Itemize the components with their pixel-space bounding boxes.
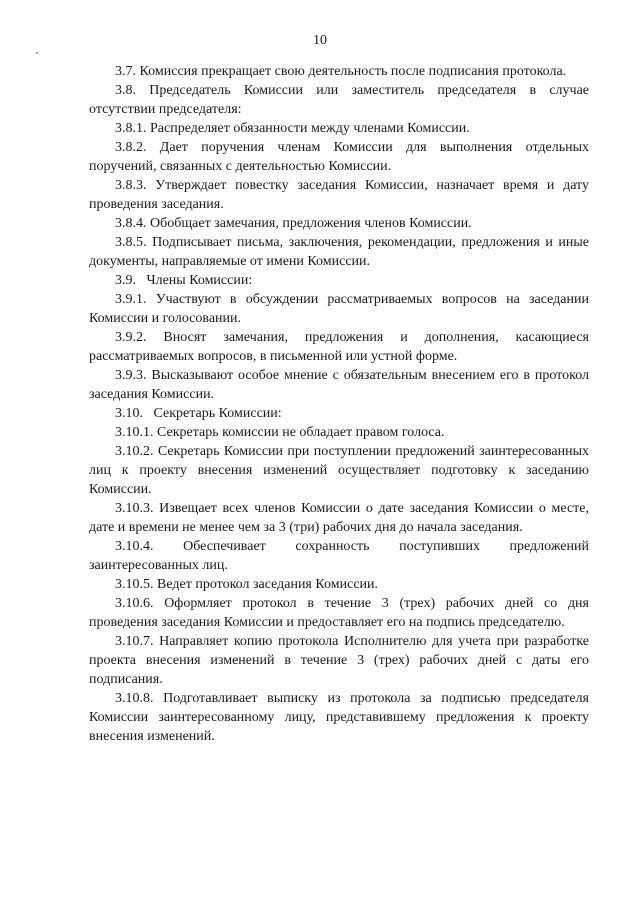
page-number: 10: [313, 33, 327, 48]
paragraph-3-8-4: 3.8.4. Обобщает замечания, предложения членов Комиссии.: [115, 216, 472, 231]
document-body: [89, 62, 589, 746]
paragraph-3-10-7: 3.10.7. Направляет копию протокола Исполнителю для учета при разработке проекта внесения изменений в течение 3 (трех) рабочих дней с даты его подписания.: [89, 634, 589, 687]
paragraph-3-9: 3.9. Члены Комиссии:: [115, 273, 253, 288]
paragraph-3-8: 3.8. Председатель Комиссии или заместитель председателя в случае отсутствии председателя:: [89, 83, 589, 117]
paragraph-3-10: 3.10. Секретарь Комиссии:: [115, 406, 282, 421]
paragraph-3-10-5: 3.10.5. Ведет протокол заседания Комиссии.: [115, 577, 379, 592]
paragraph-3-8-5: 3.8.5. Подписывает письма, заключения, рекомендации, предложения и иные документы, направляемые от имени Комиссии.: [89, 235, 589, 269]
paragraph-3-9-2: 3.9.2. Вносят замечания, предложения и дополнения, касающиеся рассматриваемых вопросов, в письменной или устной форме.: [89, 330, 589, 364]
paragraph-3-9-3: 3.9.3. Высказывают особое мнение с обязательным внесением его в протокол заседания Комиссии.: [89, 368, 589, 402]
paragraph-3-10-6: 3.10.6. Оформляет протокол в течение 3 (трех) рабочих дней со дня проведения заседания Комиссии и предоставляет его на подпись председателю.: [89, 596, 589, 630]
paragraph-3-9-1: 3.9.1. Участвуют в обсуждении рассматриваемых вопросов на заседании Комиссии и голосовании.: [89, 292, 589, 326]
paragraph-3-10-3: 3.10.3. Извещает всех членов Комиссии о дате заседания Комиссии о месте, дате и времени не менее чем за 3 (три) рабочих дня до начала заседания.: [89, 501, 589, 535]
paragraph-3-8-3: 3.8.3. Утверждает повестку заседания Комиссии, назначает время и дату проведения заседания.: [89, 178, 589, 212]
scan-speck: [36, 52, 38, 54]
paragraph-3-10-2: 3.10.2. Секретарь Комиссии при поступлении предложений заинтересованных лиц к проекту внесения изменений осуществляет подготовку к заседанию Комиссии.: [89, 444, 589, 497]
paragraph-3-10-8: 3.10.8. Подготавливает выписку из протокола за подписью председателя Комиссии заинтересованному лицу, представившему предложения к проекту внесения изменений.: [89, 691, 589, 744]
paragraph-3-7: 3.7. Комиссия прекращает свою деятельность после подписания протокола.: [115, 64, 567, 79]
paragraph-3-10-1: 3.10.1. Секретарь комиссии не обладает правом голоса.: [115, 425, 445, 440]
paragraph-3-8-2: 3.8.2. Дает поручения членам Комиссии для выполнения отдельных поручений, связанных с деятельностью Комиссии.: [89, 140, 589, 174]
paragraph-3-10-4: 3.10.4. Обеспечивает сохранность поступивших предложений заинтересованных лиц.: [89, 539, 589, 573]
paragraph-3-8-1: 3.8.1. Распределяет обязанности между членами Комиссии.: [115, 121, 470, 136]
